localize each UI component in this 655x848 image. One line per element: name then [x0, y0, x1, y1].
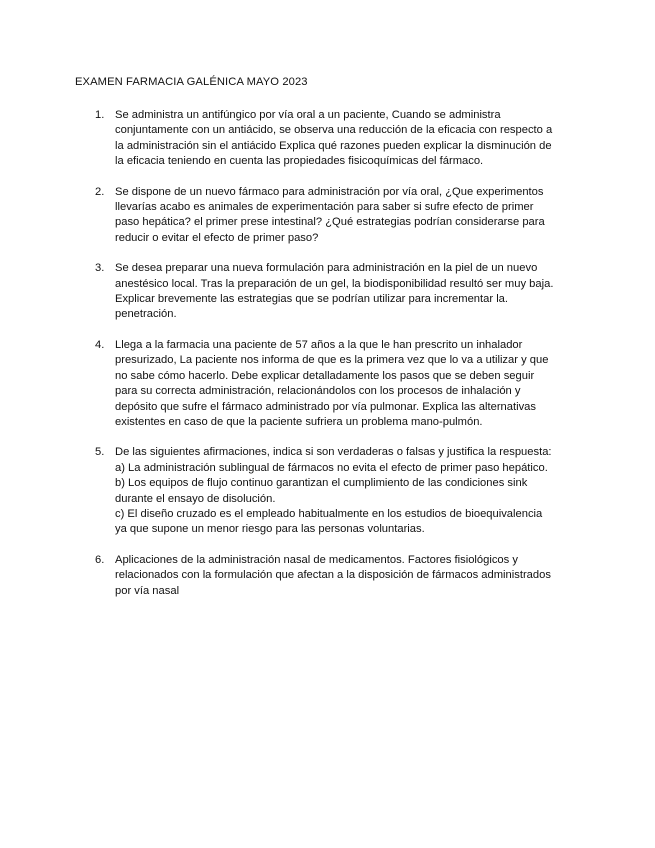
question-number: 3.	[95, 262, 105, 275]
exam-title: EXAMEN FARMACIA GALÉNICA MAYO 2023	[75, 76, 308, 88]
question-text-line: Llega a la farmacia una paciente de 57 años a la que le han prescrito un inhalador	[115, 338, 523, 351]
question-text-line: para su correcta administración, relacionándolos con los procesos de inhalación y	[115, 385, 521, 398]
question-text-line: no sabe cómo hacerlo. Debe explicar detalladamente los pasos que se deben seguir	[115, 369, 535, 382]
question-text-line: paso hepática? el primer prese intestinal? ¿Qué estrategias podrían considerarse para	[115, 216, 545, 229]
question-text-line: b) Los equipos de flujo continuo garantizan el cumplimiento de las condiciones sink	[115, 477, 528, 490]
question-text-line: por vía nasal	[115, 584, 180, 597]
question-text-line: durante el ensayo de disolución.	[115, 492, 276, 505]
question-number: 4.	[95, 338, 105, 351]
question-item	[95, 185, 585, 247]
question-text-line: De las siguientes afirmaciones, indica si son verdaderas o falsas y justifica la respuesta:	[115, 446, 552, 459]
question-text-line: c) El diseño cruzado es el empleado habitualmente en los estudios de bioequivalencia	[115, 507, 543, 520]
question-text-line: Se administra un antifúngico por vía oral a un paciente, Cuando se administra	[115, 109, 501, 121]
question-text-line: ya que supone un menor riesgo para las personas voluntarias.	[115, 523, 425, 536]
question-number: 2.	[95, 185, 105, 198]
question-text-line: existentes en caso de que la paciente sufriera un problema mano-pulmón.	[115, 415, 483, 428]
question-text-line: Explicar brevemente las estrategias que se podrían utilizar para incrementar la.	[115, 293, 509, 306]
question-number: 6.	[95, 553, 105, 566]
question-text-line: Aplicaciones de la administración nasal de medicamentos. Factores fisiológicos y	[115, 553, 518, 566]
question-text-line: presurizado, La paciente nos informa de que es la primera vez que lo va a utilizar y que	[115, 354, 549, 367]
question-text-line: anestésico local. Tras la preparación de un gel, la biodisponibilidad resultó ser muy baja.	[115, 277, 554, 290]
question-text-line: depósito que sufre el fármaco administrado por vía pulmonar. Explica las alternativas	[115, 400, 536, 413]
question-item	[95, 338, 585, 430]
question-text-line: llevarías acabo es animales de experimentación para saber si sufre efecto de primer	[115, 201, 534, 214]
question-text-line: reducir o evitar el efecto de primer paso?	[115, 231, 319, 244]
question-text-line: Se dispone de un nuevo fármaco para administración por vía oral, ¿Que experimentos	[115, 185, 544, 198]
question-item	[95, 108, 585, 170]
question-text-line: penetración.	[115, 308, 177, 321]
question-number: 5.	[95, 446, 105, 459]
question-item	[95, 261, 585, 323]
question-list	[95, 108, 585, 614]
question-item	[95, 553, 585, 599]
question-text-line: la eficacia teniendo en cuenta las propiedades fisicoquímicas del fármaco.	[115, 155, 484, 168]
question-text-line: a) La administración sublingual de fármacos no evita el efecto de primer paso hepático.	[115, 461, 548, 474]
question-text-line: conjuntamente con un antiácido, se observa una reducción de la eficacia con respecto a	[115, 124, 553, 137]
question-item	[95, 445, 585, 537]
question-text-line: relacionados con la formulación que afectan a la disposición de fármacos administrados	[115, 569, 551, 582]
question-text-line: Se desea preparar una nueva formulación para administración en la piel de un nuevo	[115, 262, 538, 275]
question-number: 1.	[95, 109, 105, 121]
question-text-line: la administración sin el antiácido Explica qué razones pueden explicar la disminución de	[115, 139, 552, 152]
